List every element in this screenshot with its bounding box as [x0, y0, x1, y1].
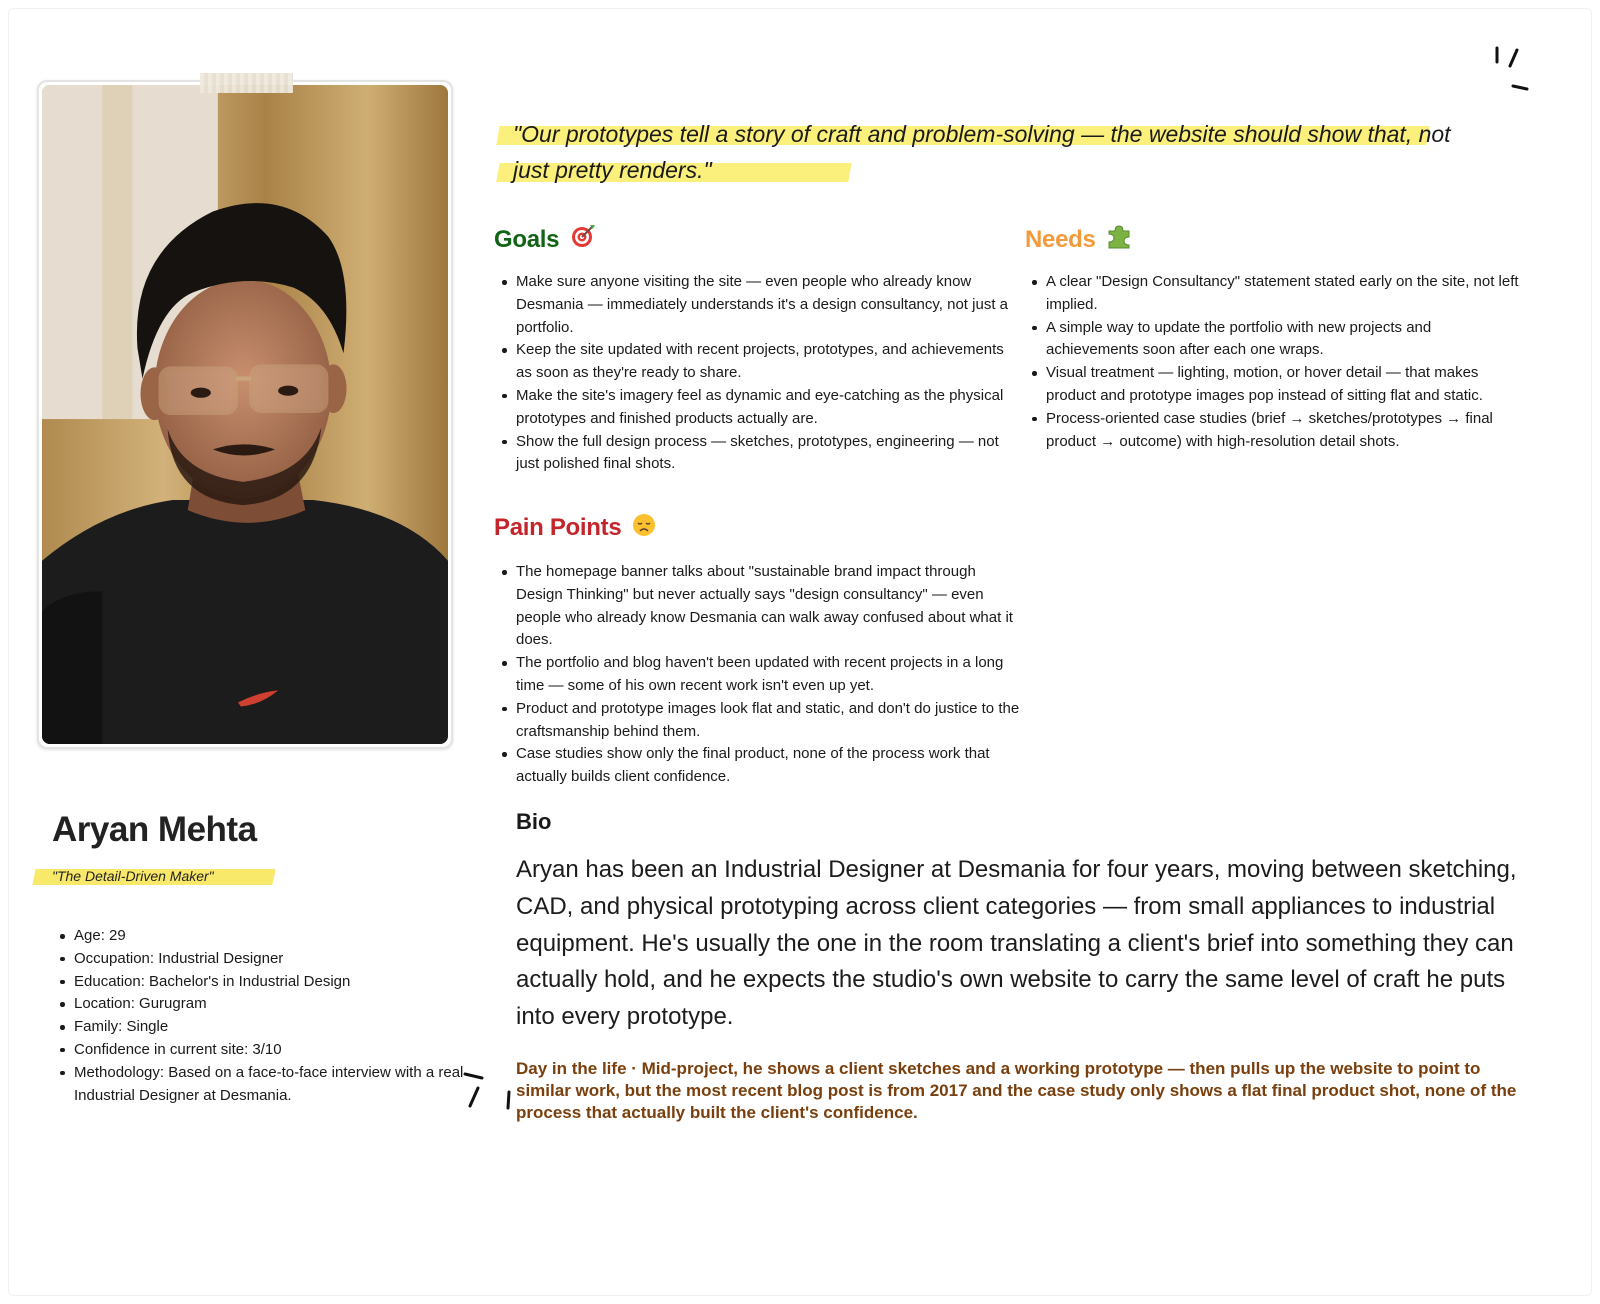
needs-title: Needs — [1025, 226, 1096, 253]
pain-point-item: Product and prototype images look flat and static, and don't do justice to the craftsmanship behind them. — [500, 698, 1020, 744]
target-icon — [570, 223, 596, 256]
puzzle-icon — [1106, 223, 1132, 256]
need-item: Process-oriented case studies (brief → sketches/prototypes → final product → outcome) with high-resolution detail shots. — [1030, 408, 1520, 454]
scribble-doodle-icon — [460, 1068, 520, 1128]
goal-item: Make sure anyone visiting the site — even people who already know Desmania — immediately understands it's a design consultancy, not just a portfolio. — [500, 271, 1020, 339]
pain-points-list — [500, 561, 1020, 789]
persona-photo — [42, 85, 448, 744]
fact-item: Family: Single — [58, 1016, 488, 1039]
fact-item: Age: 29 — [58, 925, 488, 948]
bio-text: Aryan has been an Industrial Designer at Desmania for four years, moving between sketching, CAD, and physical prototyping across client categories — from small appliances to industrial equipment. He's usually the one in the room translating a client's brief into something they can actually hold, and he expects the studio's own website to carry the same level of craft he puts into every prototype. — [516, 856, 1517, 1031]
fact-item: Confidence in current site: 3/10 — [58, 1039, 488, 1062]
portrait-illustration — [42, 85, 448, 744]
fact-item: Occupation: Industrial Designer — [58, 948, 488, 971]
persona-quote: "Our prototypes tell a story of craft and problem-solving — the website should show that, not just pretty renders." — [513, 121, 1451, 183]
fact-item: Methodology: Based on a face-to-face interview with a real Industrial Designer at Desmania. — [58, 1062, 488, 1108]
goals-list — [500, 271, 1020, 476]
bio-heading: Bio — [516, 809, 552, 834]
pain-point-item: The portfolio and blog haven't been updated with recent projects in a long time — some of his own recent work isn't even up yet. — [500, 652, 1020, 698]
fact-item: Education: Bachelor's in Industrial Design — [58, 971, 488, 994]
need-item: A clear "Design Consultancy" statement stated early on the site, not left implied. — [1030, 271, 1520, 317]
needs-heading — [1025, 223, 1132, 256]
need-item: Visual treatment — lighting, motion, or hover detail — that makes product and prototype images pop instead of sitting flat and static. — [1030, 362, 1520, 408]
needs-list — [1030, 271, 1520, 453]
persona-name: Aryan Mehta — [52, 810, 257, 849]
pain-points-heading — [494, 513, 656, 544]
goals-heading — [494, 223, 596, 256]
goal-item: Show the full design process — sketches, prototypes, engineering — not just polished final shots. — [500, 431, 1020, 477]
goal-item: Keep the site updated with recent projects, prototypes, and achievements as soon as they're ready to share. — [500, 339, 1020, 385]
sparkle-doodle-icon — [1485, 40, 1545, 100]
persona-photo-card — [37, 80, 453, 749]
tape-strip — [200, 73, 293, 93]
pain-point-item: The homepage banner talks about "sustainable brand impact through Design Thinking" but never actually says "design consultancy" — even people who already know Desmania can walk away confused about what it does. — [500, 561, 1020, 652]
disappointed-face-icon — [632, 513, 656, 544]
day-in-life-text: Day in the life · Mid-project, he shows a client sketches and a working prototype — then pulls up the website to point to similar work, but the most recent blog post is from 2017 and the case study only shows a flat final product shot, none of the process that actually built the client's confidence. — [516, 1059, 1517, 1122]
pain-point-item: Case studies show only the final product, none of the process work that actually builds client confidence. — [500, 743, 1020, 789]
goal-item: Make the site's imagery feel as dynamic and eye-catching as the physical prototypes and finished products actually are. — [500, 385, 1020, 431]
fact-item: Location: Gurugram — [58, 993, 488, 1016]
need-item: A simple way to update the portfolio with new projects and achievements soon after each one wraps. — [1030, 317, 1520, 363]
pain-points-title: Pain Points — [494, 514, 622, 541]
goals-title: Goals — [494, 226, 560, 253]
persona-facts-list — [58, 925, 488, 1107]
persona-nickname: "The Detail-Driven Maker" — [52, 868, 214, 884]
